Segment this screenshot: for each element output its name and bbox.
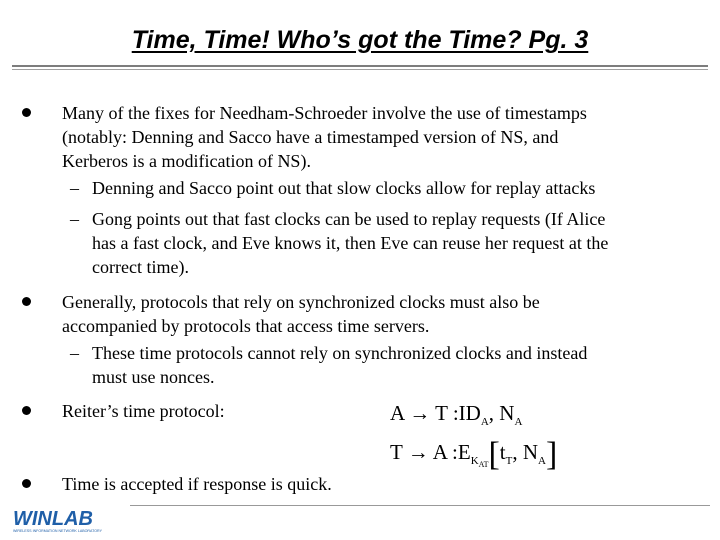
winlab-logo [12, 507, 118, 534]
footer-divider [130, 505, 710, 506]
bullet-1-line-1: Many of the fixes for Needham-Schroeder involve the use of timestamps [62, 103, 587, 123]
bullet-3-text: Reiter’s time protocol: [62, 401, 225, 421]
bullet-1-line-3: Kerberos is a modification of NS). [62, 151, 311, 171]
formula-1-sep: , [488, 401, 495, 425]
formula-1-id-sub: A [480, 416, 489, 428]
formula-1-id: ID [458, 401, 481, 425]
formula-2-close-bracket: ] [545, 436, 558, 473]
slide-title: Time, Time! Who’s got the Time? Pg. 3 [131, 26, 589, 54]
bullet-marker-2 [22, 297, 31, 306]
formula-2-lhs: T → A : [390, 440, 458, 464]
sub-bullet-1-dash: – [70, 178, 79, 198]
formula-2-t-sub: T [505, 455, 513, 467]
bullet-marker-4 [22, 479, 31, 488]
formula-1-n: N [499, 401, 515, 425]
bullet-2-line-1: Generally, protocols that rely on synchronized clocks must also be [62, 292, 540, 312]
logo-wordmark: WINLAB [13, 508, 93, 530]
protocol-formula-line-1 [390, 401, 522, 434]
formula-1-lhs: A → T : [390, 401, 459, 425]
sub-bullet-3-line-2: must use nonces. [92, 367, 215, 387]
sub-bullet-2-line-3: correct time). [92, 257, 189, 277]
formula-2-sep: , [512, 440, 518, 464]
sub-bullet-3-dash: – [70, 343, 79, 363]
protocol-formula-line-2 [390, 436, 558, 477]
sub-bullet-2-dash: – [70, 209, 79, 229]
formula-2-open-bracket: [ [488, 436, 500, 473]
sub-bullet-2-line-2: has a fast clock, and Eve knows it, then Eve can reuse her request at the [92, 233, 609, 253]
sub-bullet-1-line-1: Denning and Sacco point out that slow clocks allow for replay attacks [92, 178, 596, 198]
bullet-marker-1 [22, 108, 31, 117]
formula-2-e: E [457, 440, 471, 464]
bullet-4-text: Time is accepted if response is quick. [62, 474, 332, 494]
logo-tagline: WIRELESS INFORMATION NETWORK LABORATORY [13, 529, 102, 533]
sub-bullet-3-line-1: These time protocols cannot rely on synchronized clocks and instead [92, 343, 588, 363]
formula-2-n: N [522, 440, 539, 464]
formula-2-e-sub: K [470, 455, 479, 467]
bullet-1-line-2: (notably: Denning and Sacco have a timestamped version of NS, and [62, 127, 559, 147]
sub-bullet-2-line-1: Gong points out that fast clocks can be used to replay requests (If Alice [92, 209, 606, 229]
formula-2-e-subsub: AT [478, 460, 489, 469]
formula-2-n-sub: A [538, 455, 546, 467]
formula-1-n-sub: A [514, 416, 523, 428]
formula-2-t: t [499, 440, 506, 464]
bullet-2-line-2: accompanied by protocols that access time servers. [62, 316, 430, 336]
title-divider [12, 65, 708, 70]
bullet-marker-3 [22, 406, 31, 415]
